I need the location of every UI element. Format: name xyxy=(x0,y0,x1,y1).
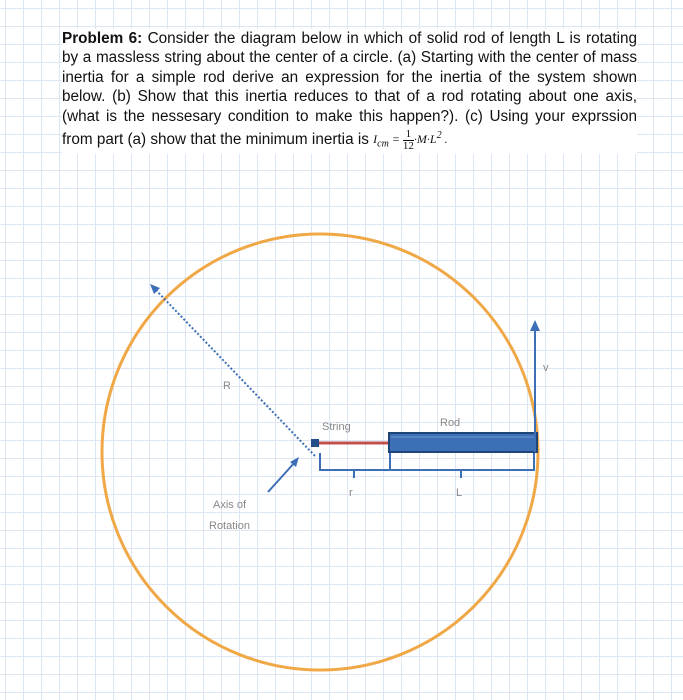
axis-label-line1: Axis of xyxy=(213,499,247,511)
problem-text: Consider the diagram below in which of solid rod of length L is rotating by a massless string about the center of a circle. (a) Starting with the center of mass inertia for a simple rod derive an expression for the inertia of the system shown below. (b) Show that this inertia reduces to that of a rod rotating about one axis, (what is the nessesary condition to make this happen?). (c) Using your exprssion from part (a) show that the minimum inertia is xyxy=(62,30,637,148)
string-label: String xyxy=(322,421,351,433)
axis-arrow-shaft xyxy=(268,461,296,492)
formula-sub: cm xyxy=(377,138,389,150)
rod-bar xyxy=(389,433,537,452)
formula-lhs: I xyxy=(373,132,378,147)
rod-label: Rod xyxy=(440,417,461,429)
string-length-label: r xyxy=(349,487,353,499)
rod-length-label: L xyxy=(456,487,463,499)
axis-label-line2: Rotation xyxy=(209,520,250,532)
velocity-label: v xyxy=(543,362,549,374)
radius-label: R xyxy=(223,380,231,392)
radius-arrowhead xyxy=(150,284,160,294)
formula-denominator: 12 xyxy=(402,139,414,152)
velocity-arrowhead xyxy=(530,320,540,331)
formula-sup: 2 xyxy=(436,130,442,142)
radius-line xyxy=(152,286,315,456)
formula-numerator: 1 xyxy=(403,129,414,141)
center-pivot xyxy=(311,439,319,447)
formula-eq: = xyxy=(388,132,403,147)
formula-end: . xyxy=(441,132,448,147)
formula-rest: ·M·L xyxy=(413,132,437,147)
problem-label: Problem 6: xyxy=(62,30,143,47)
